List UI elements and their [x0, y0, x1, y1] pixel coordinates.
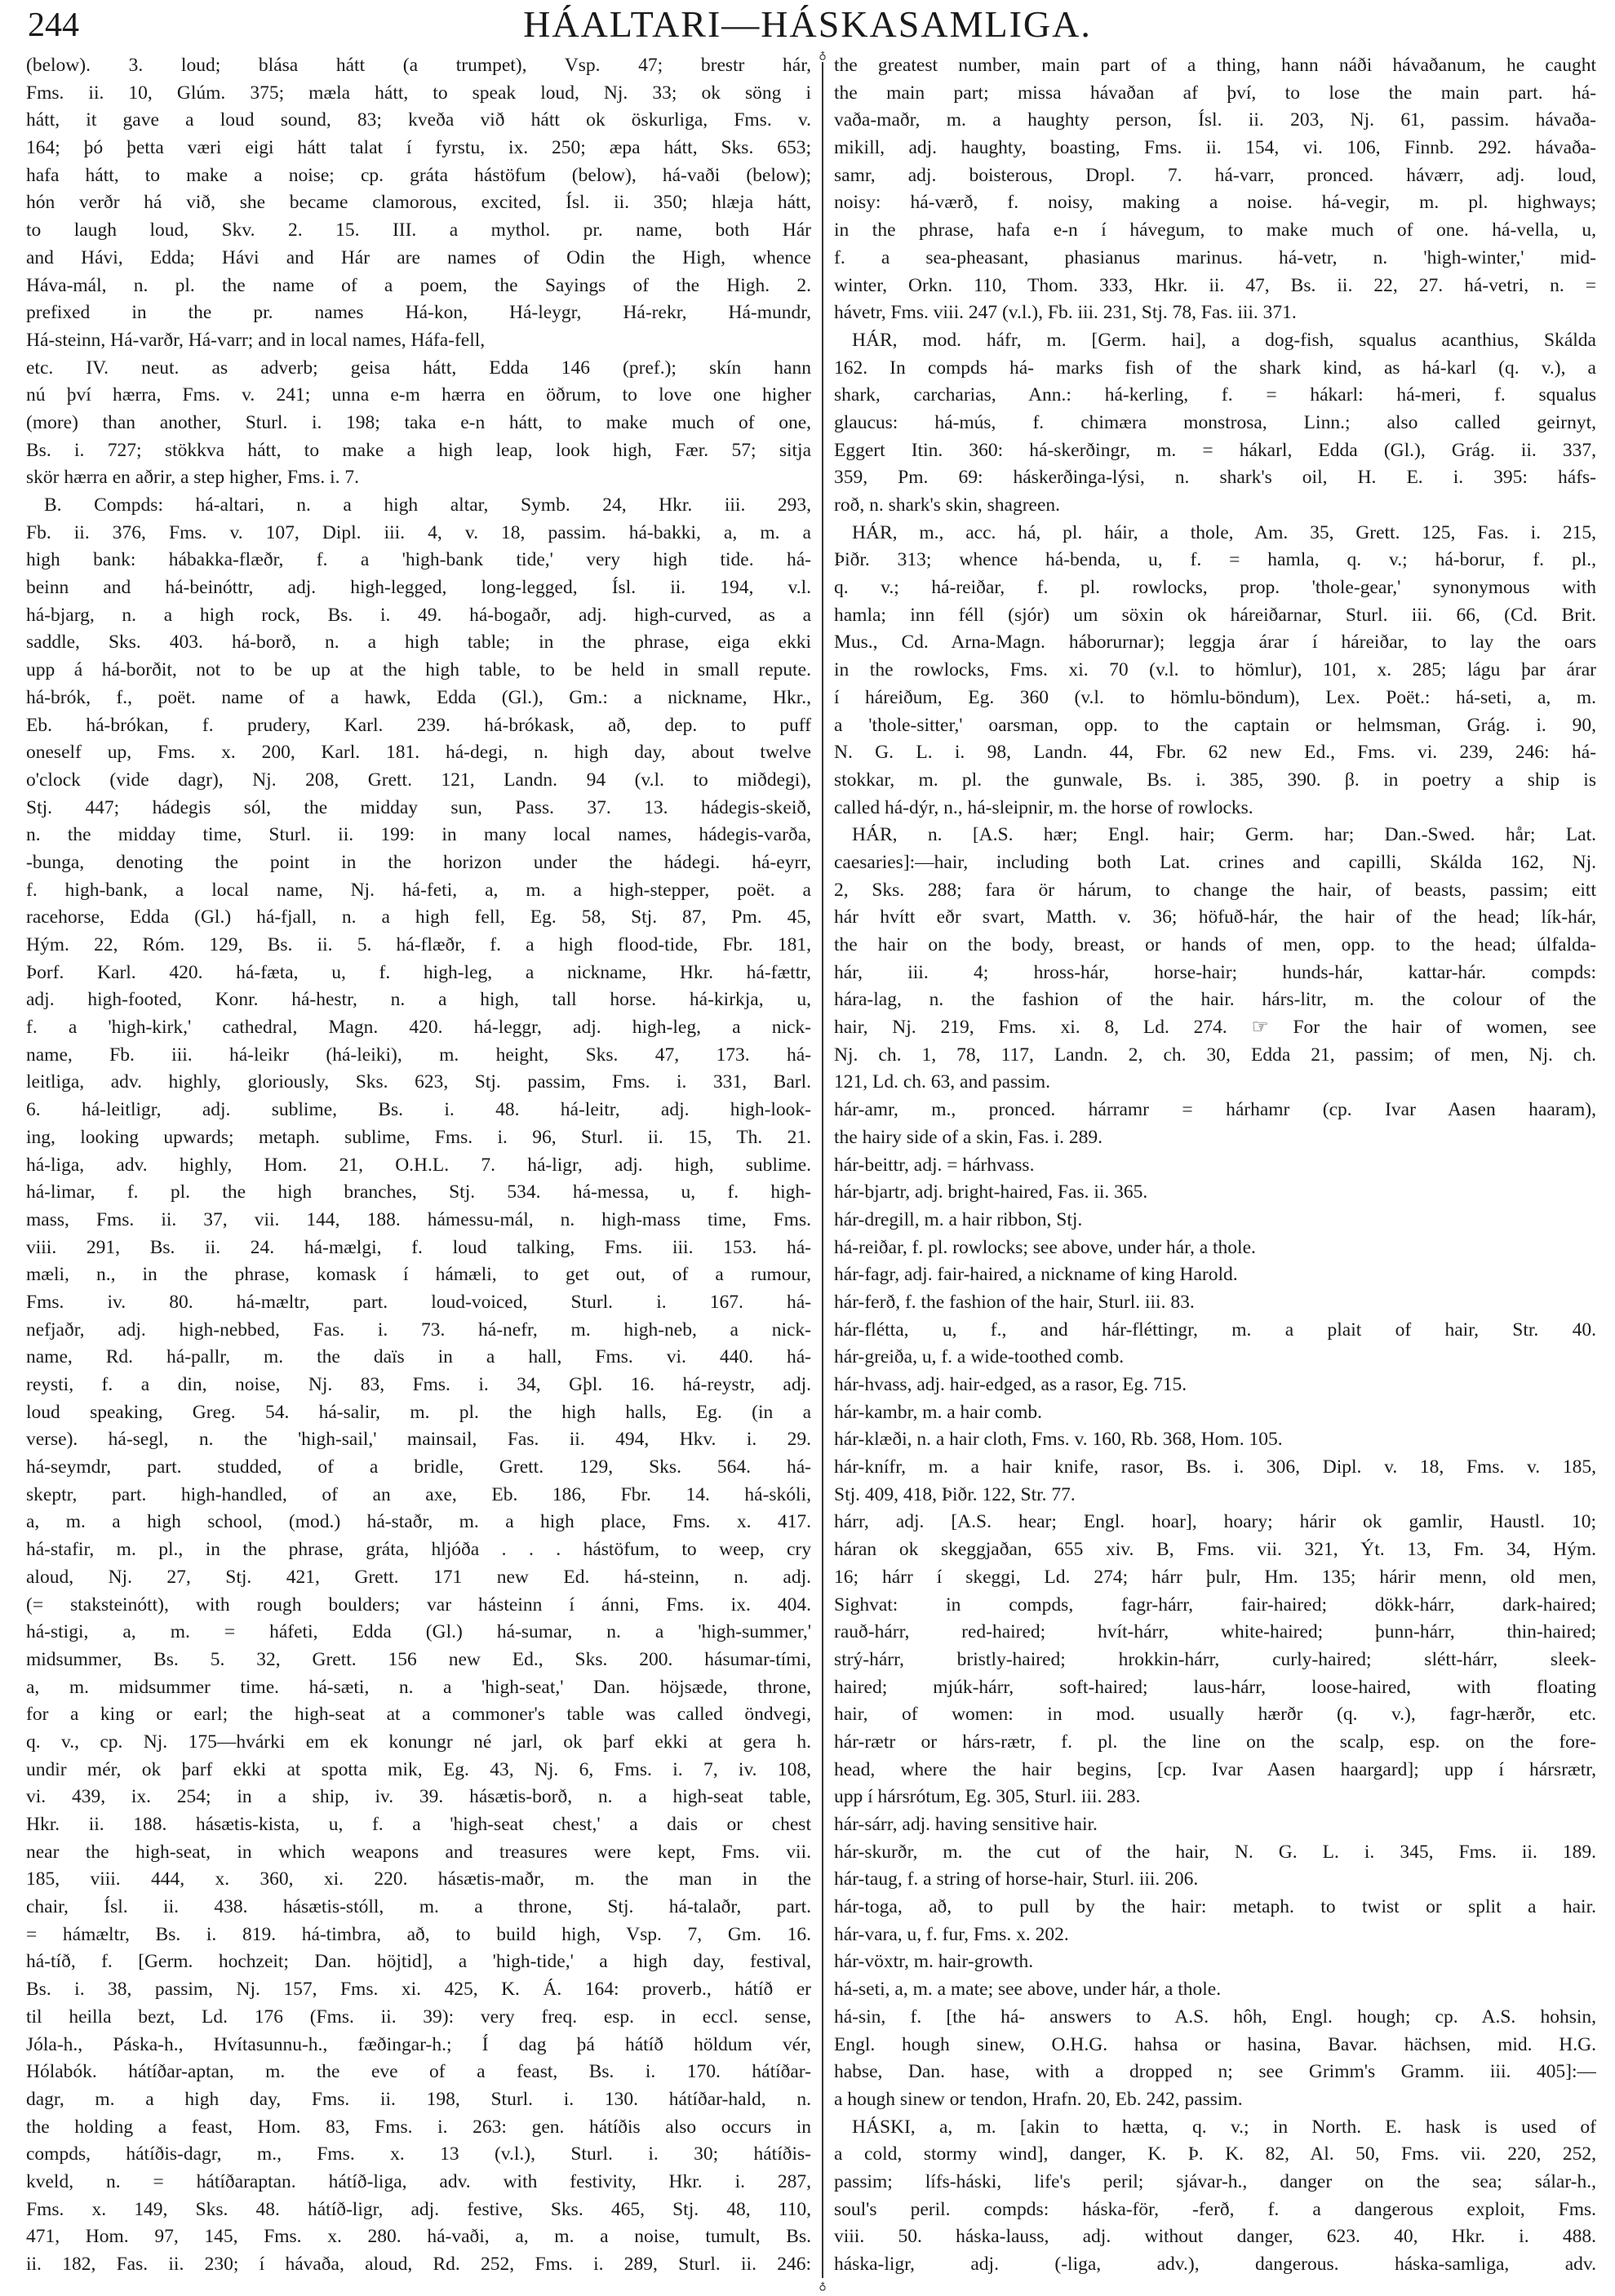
- text-line: racehorse, Edda (Gl.) há-fjall, n. a high fell, Eg. 58, Stj. 87, Pm. 45,: [26, 906, 811, 929]
- text-line: caesaries]:—hair, including both Lat. crines and capilli, Skálda 162, Nj.: [834, 851, 1596, 873]
- text-line: n. the midday time, Sturl. ii. 199: in many local names, hádegis-varða,: [26, 824, 811, 846]
- text-line: Eb. há-brókan, f. prudery, Karl. 239. há-brókask, að, dep. to puff: [26, 714, 811, 736]
- text-line: the holding a feast, Hom. 83, Fms. i. 263: gen. hátíðis also occurs in: [26, 2116, 811, 2138]
- text-line: háska-ligr, adj. (-liga, adv.), dangerous. háska-samliga, adv.: [834, 2254, 1596, 2275]
- text-line: the main part; missa hávaðan af því, to lose the main part. há-: [834, 82, 1596, 104]
- text-line: mæli, n., in the phrase, komask í hámæli, to get out, of a rumour,: [26, 1264, 811, 1286]
- text-line: ing, looking upwards; metaph. sublime, Fms. i. 96, Sturl. ii. 15, Th. 21.: [26, 1126, 811, 1148]
- text-line: háran ok skeggjaðan, 655 xiv. B, Fms. vii. 321, Ýt. 13, Fm. 34, Hým.: [834, 1539, 1596, 1561]
- text-line: winter, Orkn. 110, Thom. 333, Hkr. ii. 47, Bs. ii. 22, 27. há-vetri, n. =: [834, 274, 1596, 296]
- text-line: Hkr. ii. 188. hásætis-kista, u, f. a 'high-seat chest,' a dais or chest: [26, 1814, 811, 1835]
- text-line: beinn and há-beinóttr, adj. high-legged, long-legged, Ísl. ii. 194, v.l.: [26, 577, 811, 599]
- text-line: 2, Sks. 288; fara ör hárum, to change the hair, of beasts, passim; eitt: [834, 879, 1596, 901]
- text-line: há-limar, f. pl. the high branches, Stj. 534. há-messa, u, f. high-: [26, 1181, 811, 1203]
- text-line: strý-hárr, bristly-haired; hrokkin-hárr, curly-haired; slétt-hárr, sleek-: [834, 1648, 1596, 1670]
- text-line: f. a 'high-kirk,' cathedral, Magn. 420. há-leggr, adj. high-leg, a nick-: [26, 1017, 811, 1039]
- text-line: the greatest number, main part of a thing, hann náði hávaðanum, he caught: [834, 55, 1596, 76]
- text-line: hár-toga, að, to pull by the hair: metaph. to twist or split a hair.: [834, 1896, 1596, 1918]
- text-line: hár-amr, m., pronced. hárramr = hárhamr (cp. Ivar Aasen haaram),: [834, 1099, 1596, 1121]
- text-line: til heilla bezt, Ld. 176 (Fms. ii. 39): very freq. esp. in eccl. sense,: [26, 2006, 811, 2028]
- text-line: q. v.; há-reiðar, f. pl. rowlocks, prop. 'thole-gear,' synonymous with: [834, 577, 1596, 599]
- text-line: f. high-bank, a local name, Nj. há-feti, a, m. a high-stepper, poët. a: [26, 879, 811, 901]
- text-line: midsummer, Bs. 5. 32, Grett. 156 new Ed., Sks. 200. hásumar-tími,: [26, 1648, 811, 1670]
- text-line: hár-flétta, u, f., and hár-fléttingr, m. a plait of hair, Str. 40.: [834, 1319, 1596, 1341]
- text-line: glaucus: há-mús, f. chimæra monstrosa, Linn.; also called geirnyt,: [834, 411, 1596, 433]
- text-line: to laugh loud, Skv. 2. 15. III. a mythol. pr. name, both Hár: [26, 219, 811, 242]
- text-line: hár-taug, f. a string of horse-hair, Sturl. iii. 206.: [834, 1868, 1199, 1890]
- text-line: in the phrase, hafa e-n í hávegum, to make much of one. há-vella, u,: [834, 219, 1596, 242]
- text-line: 471, Hom. 97, 145, Fms. x. 280. há-vaði, a, m. a noise, tumult, Bs.: [26, 2226, 811, 2248]
- text-line: hamla; inn féll (sjór) um söxin ok háreiðarnar, Sturl. iii. 66, (Cd. Brit.: [834, 604, 1596, 626]
- text-line: Stj. 409, 418, Þiðr. 122, Str. 77.: [834, 1483, 1076, 1505]
- column-divider: [822, 62, 823, 2278]
- text-line: hárr, adj. [A.S. hear; Engl. hoar], hoary; hárir ok gamlir, Haustl. 10;: [834, 1511, 1596, 1533]
- text-line: Jóla-h., Páska-h., Hvítasunnu-h., fæðingar-h.; Í dag þá hátíð höldum vér,: [26, 2033, 811, 2055]
- text-line: Þiðr. 313; whence há-benda, u, f. = hamla, q. v.; há-borur, f. pl.,: [834, 549, 1596, 571]
- text-line: noisy: há-værð, f. noisy, making a noise. há-vegir, m. pl. highways;: [834, 192, 1596, 214]
- text-line: hára-lag, n. the fashion of the hair. hárs-litr, m. the colour of the: [834, 989, 1596, 1011]
- text-line: hár-bjartr, adj. bright-haired, Fas. ii. 365.: [834, 1181, 1148, 1203]
- text-line: viii. 50. háska-lauss, adj. without danger, 623. 40, Hkr. i. 488.: [834, 2226, 1596, 2248]
- text-line: skör hærra en aðrir, a step higher, Fms. i. 7.: [26, 467, 359, 489]
- text-line: (below). 3. loud; blása hátt (a trumpet), Vsp. 47; brestr hár,: [26, 55, 811, 76]
- text-line: hávetr, Fms. viii. 247 (v.l.), Fb. iii. 231, Stj. 78, Fas. iii. 371.: [834, 302, 1297, 324]
- text-line: Nj. ch. 1, 78, 117, Landn. 2, ch. 30, Edda 21, passim; of men, Nj. ch.: [834, 1044, 1596, 1066]
- text-line: compds, hátíðis-dagr, m., Fms. x. 13 (v.l.), Sturl. i. 30; hátíðis-: [26, 2143, 811, 2165]
- text-line: há-brók, f., poët. name of a hawk, Edda (Gl.), Gm.: a nickname, Hkr.,: [26, 686, 811, 708]
- text-line: prefixed in the pr. names Há-kon, Há-leygr, Há-rekr, Há-mundr,: [26, 302, 811, 324]
- text-line: hár-beittr, adj. = hárhvass.: [834, 1154, 1035, 1176]
- text-line: hár-fagr, adj. fair-haired, a nickname of king Harold.: [834, 1264, 1238, 1286]
- text-line: hár-knífr, m. a hair knife, rasor, Bs. i. 306, Dipl. v. 18, Fms. v. 185,: [834, 1456, 1596, 1478]
- text-line: Fb. ii. 376, Fms. v. 107, Dipl. iii. 4, v. 18, passim. há-bakki, a, m. a: [26, 521, 811, 543]
- text-line: the hair on the body, breast, or hands of men, opp. to the head; úlfalda-: [834, 934, 1596, 955]
- text-line: HÁSKI, a, m. [akin to hætta, q. v.; in North. E. hask is used of: [852, 2116, 1596, 2138]
- text-line: name, Fb. iii. há-leikr (há-leiki), m. height, Sks. 47, 173. há-: [26, 1044, 811, 1066]
- text-line: hár hvítt eðr svart, Matth. v. 36; höfuð-hár, the hair of the head; lík-hár,: [834, 906, 1596, 929]
- text-line: N. G. L. i. 98, Landn. 44, Fbr. 62 new Ed., Fms. vi. 239, 246: há-: [834, 742, 1596, 764]
- text-line: skeptr, part. high-handled, of an axe, Eb. 186, Fbr. 14. há-skóli,: [26, 1483, 811, 1505]
- text-line: the hairy side of a skin, Fas. i. 289.: [834, 1126, 1103, 1148]
- text-line: oneself up, Fms. x. 200, Karl. 181. há-degi, n. high day, about twelve: [26, 742, 811, 764]
- text-line: 359, Pm. 69: háskerðinga-lýsi, n. shark's oil, H. E. i. 395: háfs-: [834, 467, 1596, 489]
- text-line: hár, iii. 4; hross-hár, horse-hair; hunds-hár, kattar-hár. compds:: [834, 961, 1596, 983]
- text-line: reysti, f. a din, noise, Nj. 83, Fms. i. 34, Gþl. 16. há-reystr, adj.: [26, 1374, 811, 1395]
- text-line: B. Compds: há-altari, n. a high altar, Symb. 24, Hkr. iii. 293,: [44, 494, 811, 516]
- text-line: loud speaking, Greg. 54. há-salir, m. pl. the high halls, Eg. (in a: [26, 1401, 811, 1423]
- text-line: Hólabók. hátíðar-aptan, m. the eve of a feast, Bs. i. 170. hátíðar-: [26, 2061, 811, 2083]
- text-line: Fms. x. 149, Sks. 48. hátíð-ligr, adj. festive, Sks. 465, Stj. 48, 110,: [26, 2198, 811, 2220]
- text-line: há-stafir, m. pl., in the phrase, gráta, hljóða . . . hástöfum, to weep, cry: [26, 1539, 811, 1561]
- text-line: stokkar, m. pl. the gunwale, Bs. i. 385, 390. β. in poetry a ship is: [834, 769, 1596, 791]
- text-line: hár-sárr, adj. having sensitive hair.: [834, 1814, 1098, 1835]
- text-line: í háreiðum, Eg. 360 (v.l. to hömlu-böndum), Lex. Poët.: há-seti, a, m.: [834, 686, 1596, 708]
- right-column: [834, 52, 1596, 2279]
- text-line: Mus., Cd. Arna-Magn. háborurnar); leggja árar í háreiðar, to lay the oars: [834, 632, 1596, 654]
- text-line: 164; þó þetta væri eigi hátt talat í fyrstu, ix. 250; æpa hátt, Sks. 653;: [26, 137, 811, 159]
- text-line: Bs. i. 727; stökkva hátt, to make a high leap, look high, Fær. 57; sitja: [26, 439, 811, 461]
- text-line: hár-kambr, m. a hair comb.: [834, 1401, 1043, 1423]
- text-line: 185, viii. 444, x. 360, xi. 220. hásætis-maðr, m. the man in the: [26, 1868, 811, 1890]
- text-line: a, m. midsummer time. há-sæti, n. a 'high-seat,' Dan. höjsæde, throne,: [26, 1676, 811, 1698]
- text-line: passim; lífs-háski, life's peril; sjávar-h., danger on the sea; sálar-h.,: [834, 2170, 1596, 2192]
- text-line: dagr, m. a high day, Fms. ii. 198, Sturl. i. 130. hátíðar-hald, n.: [26, 2088, 811, 2110]
- text-line: hár-dregill, m. a hair ribbon, Stj.: [834, 1208, 1083, 1230]
- text-line: Engl. hough sinew, O.H.G. hahsa or hasina, Bavar. hächsen, mid. H.G.: [834, 2033, 1596, 2055]
- text-line: high bank: hábakka-flæðr, f. a 'high-bank tide,' very high tide. há-: [26, 549, 811, 571]
- divider-ornament-top-icon: ♁: [819, 49, 827, 61]
- text-line: kveld, n. = hátíðaraptan. hátíð-liga, adv. with festivity, Hkr. i. 287,: [26, 2170, 811, 2192]
- text-line: mass, Fms. ii. 37, vii. 144, 188. hámessu-mál, n. high-mass time, Fms.: [26, 1208, 811, 1230]
- text-line: ii. 182, Fas. ii. 230; í hávaða, aloud, Rd. 252, Fms. i. 289, Sturl. ii. 246:: [26, 2254, 811, 2275]
- text-line: nú því hærra, Fms. v. 241; unna e-m hærra en öðrum, to love one higher: [26, 384, 811, 406]
- text-line: called há-dýr, n., há-sleipnir, m. the horse of rowlocks.: [834, 796, 1253, 818]
- text-line: in the rowlocks, Fms. xi. 70 (v.l. to hömlur), 101, x. 285; lágu þar árar: [834, 659, 1596, 681]
- text-line: hár-klæði, n. a hair cloth, Fms. v. 160, Rb. 368, Hom. 105.: [834, 1429, 1283, 1451]
- text-line: há-liga, adv. highly, Hom. 21, O.H.L. 7. há-ligr, adj. high, sublime.: [26, 1154, 811, 1176]
- text-line: hár-vara, u, f. fur, Fms. x. 202.: [834, 1923, 1069, 1945]
- text-line: viii. 291, Bs. ii. 24. há-mælgi, f. loud talking, Fms. iii. 153. há-: [26, 1236, 811, 1258]
- text-line: verse). há-segl, n. the 'high-sail,' mainsail, Fas. ii. 494, Hkv. i. 29.: [26, 1429, 811, 1451]
- text-line: HÁR, n. [A.S. hær; Engl. hair; Germ. har; Dan.-Swed. hår; Lat.: [852, 824, 1596, 846]
- text-line: 16; hárr í skeggi, Ld. 274; hárr þulr, Hm. 135; hárir menn, old men,: [834, 1566, 1596, 1588]
- text-line: hár-rætr or hárs-rætr, f. pl. the line on the scalp, esp. on the fore-: [834, 1731, 1596, 1753]
- text-line: a cold, stormy wind], danger, K. Þ. K. 82, Al. 50, Fms. vii. 220, 252,: [834, 2143, 1596, 2165]
- text-line: há-seti, a, m. a mate; see above, under hár, a thole.: [834, 1979, 1222, 2001]
- text-line: hár-vöxtr, m. hair-growth.: [834, 1951, 1034, 1973]
- text-line: vaða-maðr, m. a haughty person, Ísl. ii. 203, Nj. 61, passim. hávaða-: [834, 109, 1596, 131]
- text-line: hár-greiða, u, f. a wide-toothed comb.: [834, 1346, 1125, 1368]
- text-line: -bunga, denoting the point in the horizon under the hádegi. há-eyrr,: [26, 851, 811, 873]
- text-line: aloud, Nj. 27, Stj. 421, Grett. 171 new Ed. há-steinn, n. adj.: [26, 1566, 811, 1588]
- text-line: hafa hátt, to make a noise; cp. gráta hástöfum (below), há-vaði (below);: [26, 164, 811, 186]
- text-line: etc. IV. neut. as adverb; geisa hátt, Edda 146 (pref.); skín hann: [26, 357, 811, 379]
- text-line: soul's peril. compds: háska-för, -ferð, f. a dangerous exploit, Fms.: [834, 2198, 1596, 2220]
- text-line: f. a sea-pheasant, phasianus marinus. há-vetr, n. 'high-winter,' mid-: [834, 246, 1596, 268]
- text-line: rauð-hárr, red-haired; hvít-hárr, white-haired; þunn-hárr, thin-haired;: [834, 1621, 1596, 1643]
- text-line: Bs. i. 38, passim, Nj. 157, Fms. xi. 425, K. Á. 164: proverb., hátíð er: [26, 1979, 811, 2001]
- text-line: adj. high-footed, Konr. há-hestr, n. a high, tall horse. há-kirkja, u,: [26, 989, 811, 1011]
- text-line: Eggert Itin. 360: há-skerðingr, m. = hákarl, Edda (Gl.), Grág. ii. 337,: [834, 439, 1596, 461]
- text-line: chair, Ísl. ii. 438. hásætis-stóll, m. a throne, Stj. há-talaðr, part.: [26, 1896, 811, 1918]
- text-line: habse, Dan. hase, with a dropped n; see Grimm's Gramm. iii. 405]:—: [834, 2061, 1596, 2083]
- text-line: o'clock (vide dagr), Nj. 208, Grett. 121, Landn. 94 (v.l. to miðdegi),: [26, 769, 811, 791]
- text-line: hátt, it gave a loud sound, 83; kveða við hátt ok öskurliga, Fms. v.: [26, 109, 811, 131]
- text-line: há-reiðar, f. pl. rowlocks; see above, under hár, a thole.: [834, 1236, 1256, 1258]
- text-line: há-bjarg, n. a high rock, Bs. i. 49. há-bogaðr, adj. high-curved, as a: [26, 604, 811, 626]
- text-line: 6. há-leitligr, adj. sublime, Bs. i. 48. há-leitr, adj. high-look-: [26, 1099, 811, 1121]
- text-line: = hámæltr, Bs. i. 819. há-timbra, að, to build high, Vsp. 7, Gm. 16.: [26, 1923, 811, 1945]
- text-line: hón verðr há við, she became clamorous, excited, Ísl. ii. 350; hlæja hátt,: [26, 192, 811, 214]
- text-line: and Hávi, Edda; Hávi and Hár are names of Odin the High, whence: [26, 246, 811, 268]
- text-line: Fms. ii. 10, Glúm. 375; mæla hátt, to speak loud, Nj. 33; ok söng i: [26, 82, 811, 104]
- page-number: 244: [28, 7, 79, 44]
- text-line: a, m. a high school, (mod.) há-staðr, m. a high place, Fms. x. 417.: [26, 1511, 811, 1533]
- text-line: a hough sinew or tendon, Hrafn. 20, Eb. 242, passim.: [834, 2088, 1243, 2110]
- text-line: Sighvat: in compds, fagr-hárr, fair-haired; dökk-hárr, dark-haired;: [834, 1593, 1596, 1616]
- text-line: vi. 439, ix. 254; in a ship, iv. 39. hásætis-borð, n. a high-seat table,: [26, 1786, 811, 1808]
- text-line: há-seymdr, part. studded, of a bridle, Grett. 129, Sks. 564. há-: [26, 1456, 811, 1478]
- text-line: (more) than another, Sturl. i. 198; taka e-n hátt, to make much of one,: [26, 411, 811, 433]
- text-line: name, Rd. há-pallr, m. the daïs in a hall, Fms. vi. 440. há-: [26, 1346, 811, 1368]
- text-line: q. v., cp. Nj. 175—hvárki em ek konungr né jarl, ok þarf ekki at gera h.: [26, 1731, 811, 1753]
- text-line: Þorf. Karl. 420. há-fæta, u, f. high-leg, a nickname, Hkr. há-fættr,: [26, 961, 811, 983]
- text-line: samr, adj. boisterous, Dropl. 7. há-varr, pronced. háværr, adj. loud,: [834, 164, 1596, 186]
- text-line: upp á há-borðit, not to be up at the high table, to be held in small repute.: [26, 659, 811, 681]
- text-line: leitliga, adv. highly, gloriously, Sks. 623, Stj. passim, Fms. i. 331, Barl.: [26, 1071, 811, 1093]
- text-line: mikill, adj. haughty, boasting, Fms. ii. 154, vi. 106, Finnb. 292. hávaða-: [834, 137, 1596, 159]
- text-line: hair, of women: in mod. usually hærðr (q. v.), fagr-hærðr, etc.: [834, 1704, 1596, 1726]
- text-line: Háva-mál, n. pl. the name of a poem, the Sayings of the High. 2.: [26, 274, 811, 296]
- text-line: Stj. 447; hádegis sól, the midday sun, Pass. 37. 13. hádegis-skeið,: [26, 796, 811, 818]
- text-line: há-stigi, a, m. = háfeti, Edda (Gl.) há-sumar, n. a 'high-summer,': [26, 1621, 811, 1643]
- text-line: HÁR, mod. háfr, m. [Germ. hai], a dog-fish, squalus acanthius, Skálda: [852, 329, 1596, 351]
- text-line: a 'thole-sitter,' oarsman, opp. to the captain or helmsman, Grág. i. 90,: [834, 714, 1596, 736]
- text-line: hair, Nj. 219, Fms. xi. 8, Ld. 274. ☞ For the hair of women, see: [834, 1017, 1596, 1039]
- text-line: roð, n. shark's skin, shagreen.: [834, 494, 1061, 516]
- text-line: hár-skurðr, m. the cut of the hair, N. G. L. i. 345, Fms. ii. 189.: [834, 1841, 1596, 1863]
- text-line: near the high-seat, in which weapons and treasures were kept, Fms. vii.: [26, 1841, 811, 1863]
- text-line: saddle, Sks. 403. há-borð, n. a high table; in the phrase, eiga ekki: [26, 632, 811, 654]
- text-line: há-tíð, f. [Germ. hochzeit; Dan. höjtid], a 'high-tide,' a high day, festival,: [26, 1951, 811, 1973]
- text-line: head, where the hair begins, [cp. Ivar Aasen haargard]; upp í hársrætr,: [834, 1758, 1596, 1780]
- text-line: hár-ferð, f. the fashion of the hair, Sturl. iii. 83.: [834, 1291, 1195, 1313]
- text-line: 121, Ld. ch. 63, and passim.: [834, 1071, 1050, 1093]
- divider-ornament-bottom-icon: ♁: [819, 2280, 827, 2292]
- text-line: upp í hársrótum, Eg. 305, Sturl. iii. 283.: [834, 1786, 1141, 1808]
- text-line: hár-hvass, adj. hair-edged, as a rasor, Eg. 715.: [834, 1374, 1187, 1395]
- text-line: Hým. 22, Róm. 129, Bs. ii. 5. há-flæðr, f. a high flood-tide, Fbr. 181,: [26, 934, 811, 955]
- text-line: 162. In compds há- marks fish of the shark kind, as há-karl (q. v.), a: [834, 357, 1596, 379]
- left-column: [26, 52, 811, 2279]
- text-line: nefjaðr, adj. high-nebbed, Fas. i. 73. há-nefr, m. high-neb, a nick-: [26, 1319, 811, 1341]
- text-line: shark, carcharias, Ann.: há-kerling, f. = hákarl: há-meri, f. squalus: [834, 384, 1596, 406]
- text-line: (= staksteinótt), with rough boulders; var hásteinn í ánni, Fms. ix. 404.: [26, 1593, 811, 1616]
- text-line: HÁR, m., acc. há, pl. háir, a thole, Am. 35, Grett. 125, Fas. i. 215,: [852, 521, 1596, 543]
- text-line: Há-steinn, Há-varðr, Há-varr; and in local names, Háfa-fell,: [26, 329, 486, 351]
- page-title: HÁALTARI—HÁSKASAMLIGA.: [523, 3, 1092, 45]
- text-line: há-sin, f. [the há- answers to A.S. hôh, Engl. hough; cp. A.S. hohsin,: [834, 2006, 1596, 2028]
- text-line: Fms. iv. 80. há-mæltr, part. loud-voiced, Sturl. i. 167. há-: [26, 1291, 811, 1313]
- text-line: haired; mjúk-hárr, soft-haired; laus-hárr, loose-haired, with floating: [834, 1676, 1596, 1698]
- text-line: undir mér, ok þarf ekki at spotta mik, Eg. 43, Nj. 6, Fms. i. 7, iv. 108,: [26, 1758, 811, 1780]
- text-line: for a king or earl; the high-seat at a commoner's table was called öndvegi,: [26, 1704, 811, 1726]
